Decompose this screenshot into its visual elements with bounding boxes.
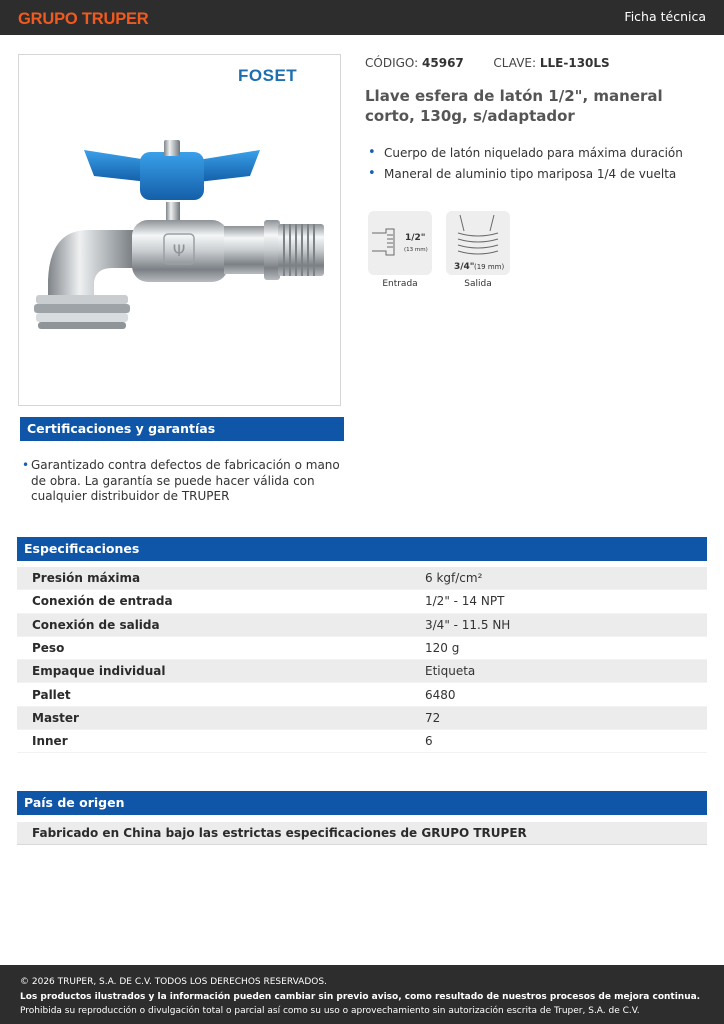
spec-row <box>17 707 707 730</box>
feature-item: • Cuerpo de latón niquelado para máxima duración <box>368 146 683 160</box>
spec-name: Conexión de salida <box>32 617 160 632</box>
spec-value: 6480 <box>425 687 456 702</box>
product-codes <box>365 56 610 70</box>
spec-value: 72 <box>425 710 441 725</box>
spec-value: 120 g <box>425 641 460 656</box>
outlet-mm: (19 mm) <box>474 263 505 271</box>
svg-text:Ψ: Ψ <box>172 241 186 260</box>
spec-value: Etiqueta <box>425 664 476 679</box>
specifications-heading: Especificaciones <box>17 537 707 561</box>
feature-item: • Maneral de aluminio tipo mariposa 1/4 de vuelta <box>368 167 683 181</box>
outlet-label: Salida <box>464 279 492 289</box>
spec-name: Presión máxima <box>32 571 141 586</box>
spec-value: 1/2" - 14 NPT <box>425 594 505 609</box>
brand-logo: FOSET <box>238 66 298 85</box>
spec-name: Empaque individual <box>32 664 166 679</box>
valve-image <box>28 130 328 330</box>
outlet-size: 3/4" <box>454 262 475 272</box>
spec-name: Conexión de entrada <box>32 594 173 609</box>
product-key: LLE-130LS <box>539 56 610 70</box>
origin-text: Fabricado en China bajo las estrictas especificaciones de GRUPO TRUPER <box>17 822 707 845</box>
spec-name: Inner <box>32 734 68 749</box>
spec-row <box>17 567 707 590</box>
specifications-table <box>17 567 707 753</box>
spec-name: Master <box>32 710 79 725</box>
inlet-mm: (13 mm) <box>404 247 428 253</box>
reproduction-text: Prohibida su reproducción o divulgación total o parcial así como su uso o aprovechamiento sin autorización escrita de Truper, S.A. de C.V. <box>20 1006 640 1016</box>
inlet-connection-icon <box>368 211 432 275</box>
top-bar <box>0 0 724 35</box>
spec-value: 3/4" - 11.5 NH <box>425 617 511 632</box>
product-code: 45967 <box>422 56 464 70</box>
spec-row <box>17 614 707 637</box>
warranty-text: • Garantizado contra defectos de fabricación o mano de obra. La garantía se puede hacer válida con cualquier distribuidor de TRUPER <box>22 458 340 505</box>
origin-heading: País de origen <box>17 791 707 815</box>
notice-text: Los productos ilustrados y la información pueden cambiar sin previo aviso, como resultado de nuestros procesos de mejora continua. <box>20 991 701 1002</box>
spec-row <box>17 660 707 683</box>
spec-row <box>17 730 707 753</box>
footer <box>0 965 724 1024</box>
spec-value: 6 kgf/cm² <box>425 571 483 586</box>
spec-row <box>17 683 707 706</box>
document-type: Ficha técnica <box>624 9 706 24</box>
outlet-connection-icon <box>446 211 510 275</box>
feature-list <box>368 146 683 188</box>
truper-logo: GRUPO TRUPER <box>18 10 149 28</box>
inlet-label: Entrada <box>382 279 418 289</box>
inlet-size: 1/2" <box>405 233 426 243</box>
certifications-heading: Certificaciones y garantías <box>20 417 344 441</box>
spec-name: Peso <box>32 641 65 656</box>
spec-row <box>17 637 707 660</box>
spec-name: Pallet <box>32 687 71 702</box>
code-label: CÓDIGO: <box>365 56 419 70</box>
key-label: CLAVE: <box>493 56 537 70</box>
spec-value: 6 <box>425 734 433 749</box>
spec-row <box>17 590 707 613</box>
copyright-text: © 2026 TRUPER, S.A. DE C.V. TODOS LOS DERECHOS RESERVADOS. <box>20 977 327 987</box>
product-title: Llave esfera de latón 1/2", maneral corto, 130g, s/adaptador <box>365 87 663 125</box>
